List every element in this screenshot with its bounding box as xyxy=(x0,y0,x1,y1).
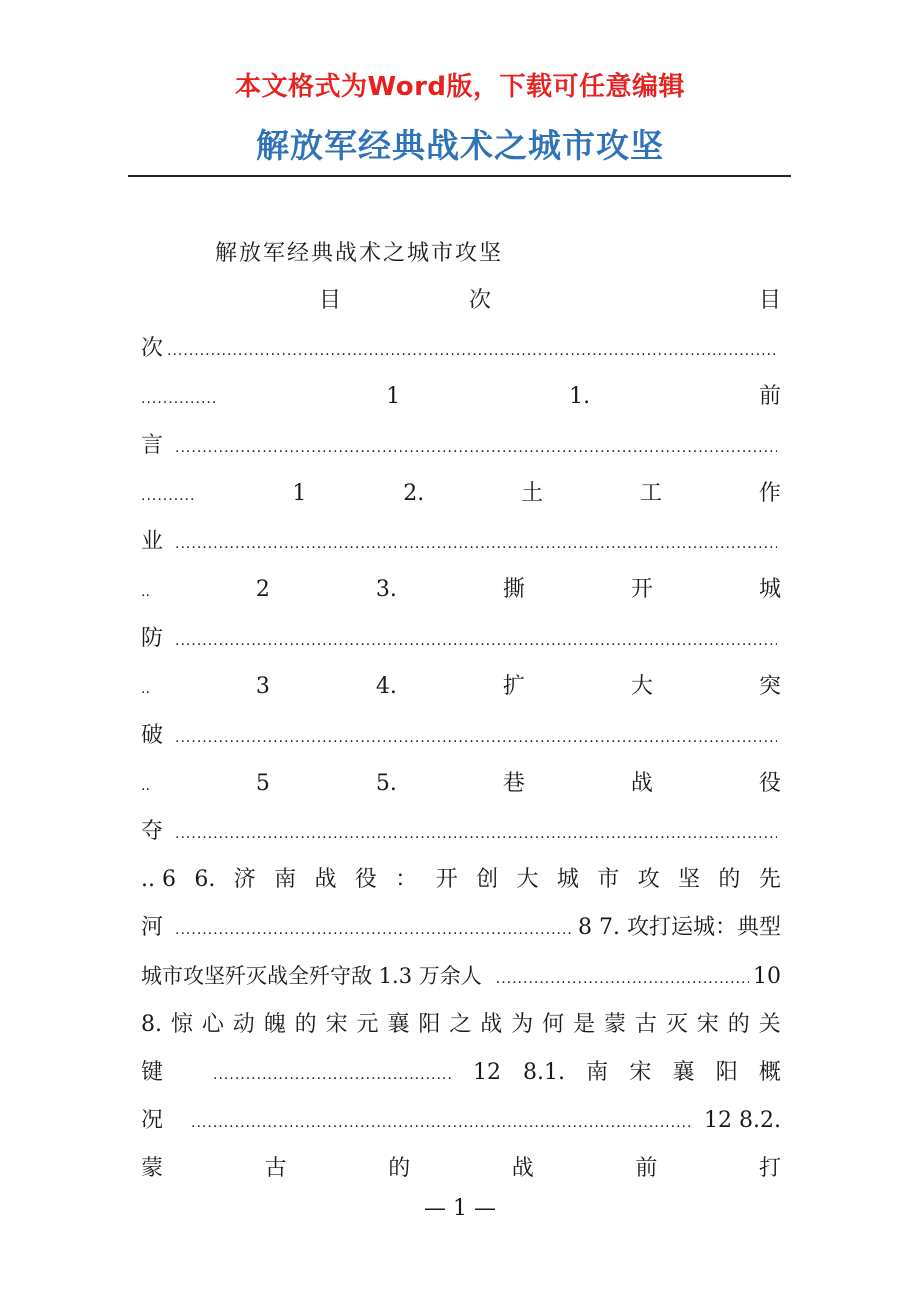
page-number: — 1 — xyxy=(424,1196,496,1221)
toc-line xyxy=(141,428,781,464)
toc-text: 为 xyxy=(511,1012,534,1037)
dot-leader xyxy=(167,333,777,369)
dot-leader xyxy=(496,961,749,997)
toc-line xyxy=(141,910,781,946)
body-title: 解放军经典战术之城市攻坚 xyxy=(215,241,504,266)
toc-text: 战 xyxy=(480,1012,503,1037)
dot-leader xyxy=(175,816,777,852)
toc-text: 心 xyxy=(201,1012,224,1037)
toc-text: 元 xyxy=(356,1012,379,1037)
toc-text: 城 xyxy=(556,867,579,892)
toc-text: 5. xyxy=(375,771,397,796)
toc-text: 襄 xyxy=(672,1060,695,1085)
toc-text: 次 xyxy=(141,336,164,361)
toc-text: 攻 xyxy=(637,867,660,892)
toc-text: 城 xyxy=(758,577,781,602)
toc-text: 土 xyxy=(521,481,544,506)
toc-text: 12 xyxy=(473,1060,502,1085)
toc-heading-char: 目 xyxy=(319,288,342,313)
toc-text: 役 xyxy=(354,867,377,892)
toc-line xyxy=(141,1103,781,1139)
toc-text: 业 xyxy=(141,529,164,554)
toc-heading-char: 次 xyxy=(469,288,492,313)
toc-text: 何 xyxy=(542,1012,565,1037)
dot-leader xyxy=(175,526,777,562)
toc-text: 阳 xyxy=(715,1060,738,1085)
toc-heading-line xyxy=(141,283,781,319)
toc-text: 前 xyxy=(635,1156,658,1181)
toc-text: 2 xyxy=(255,577,270,602)
toc-text: 是 xyxy=(573,1012,596,1037)
toc-text: 2. xyxy=(403,481,425,506)
toc-text: 南 xyxy=(274,867,297,892)
toc-text: 宋 xyxy=(696,1012,719,1037)
toc-text: 5 xyxy=(255,771,270,796)
toc-text: 概 xyxy=(758,1060,781,1085)
toc-text: 之 xyxy=(449,1012,472,1037)
toc-line xyxy=(141,572,781,608)
toc-line xyxy=(141,524,781,560)
toc-line xyxy=(141,718,781,754)
toc-text: 济 xyxy=(233,867,256,892)
toc-text: 6. xyxy=(194,867,216,892)
toc-text: 役 xyxy=(758,771,781,796)
toc-text: 1. xyxy=(569,384,591,409)
toc-text: 3. xyxy=(375,577,397,602)
toc-text: 南 xyxy=(586,1060,609,1085)
toc-text: 蒙 xyxy=(141,1156,164,1181)
toc-line xyxy=(141,331,781,367)
toc-text: 防 xyxy=(141,626,164,651)
toc-text: 的 xyxy=(718,867,741,892)
toc-text: 开 xyxy=(435,867,458,892)
dot-leader xyxy=(191,1105,690,1141)
toc-text: 况 xyxy=(141,1108,164,1133)
toc-text: 1 xyxy=(386,384,401,409)
toc-text: 巷 xyxy=(502,771,525,796)
toc-line xyxy=(141,476,781,512)
toc-text: 创 xyxy=(476,867,499,892)
toc-text: 工 xyxy=(640,481,663,506)
toc-text: .. xyxy=(141,584,150,600)
toc-text: .. xyxy=(141,778,150,794)
toc-text: 宋 xyxy=(325,1012,348,1037)
toc-text: 12 8.2. xyxy=(704,1108,781,1133)
toc-line xyxy=(141,862,781,898)
toc-text: 惊 xyxy=(170,1012,193,1037)
toc-line xyxy=(141,379,781,415)
toc-text: .. xyxy=(141,681,150,697)
dot-leader xyxy=(175,912,574,948)
toc-text: 8 7. 攻打运城：典型 xyxy=(578,915,781,940)
toc-line xyxy=(141,1055,781,1091)
toc-text: 战 xyxy=(314,867,337,892)
toc-heading-char: 目 xyxy=(758,288,781,313)
toc-text: 的 xyxy=(294,1012,317,1037)
toc-text: 打 xyxy=(758,1156,781,1181)
toc-text: 1 xyxy=(292,481,307,506)
toc-text: 襄 xyxy=(387,1012,410,1037)
toc-line xyxy=(141,814,781,850)
toc-text: 市 xyxy=(597,867,620,892)
toc-text: 破 xyxy=(141,723,164,748)
toc-text: 3 xyxy=(255,674,270,699)
toc-text: 阳 xyxy=(418,1012,441,1037)
toc-text: 古 xyxy=(264,1156,287,1181)
toc-text: 前 xyxy=(758,384,781,409)
toc-text: 突 xyxy=(758,674,781,699)
toc-text: 城市攻坚歼灭战全歼守敌 1.3 万余人 xyxy=(141,964,482,988)
toc-text: 战 xyxy=(511,1156,534,1181)
toc-line-tail xyxy=(523,1055,781,1091)
toc-text: 古 xyxy=(634,1012,657,1037)
toc-text: 4. xyxy=(375,674,397,699)
toc-text: 作 xyxy=(758,481,781,506)
toc-text: ： xyxy=(395,867,418,892)
toc-text: 坚 xyxy=(678,867,701,892)
toc-text: 先 xyxy=(758,867,781,892)
toc-text: 10 xyxy=(753,964,781,989)
toc-text: 的 xyxy=(727,1012,750,1037)
toc-text: 扩 xyxy=(502,674,525,699)
toc-text: 夺 xyxy=(141,819,164,844)
toc-text: 言 xyxy=(141,433,164,458)
toc-text: 8. xyxy=(141,1012,162,1037)
toc-text: 的 xyxy=(388,1156,411,1181)
toc-line xyxy=(141,1007,781,1043)
toc-line xyxy=(141,1151,781,1187)
toc-text: 大 xyxy=(630,674,653,699)
toc-text: 关 xyxy=(758,1012,781,1037)
toc-text: .............. xyxy=(141,391,218,407)
toc-line xyxy=(141,669,781,705)
dot-leader xyxy=(175,720,777,756)
toc-text: 灭 xyxy=(665,1012,688,1037)
toc-line xyxy=(141,621,781,657)
toc-text: 大 xyxy=(516,867,539,892)
dot-leader xyxy=(175,623,777,659)
toc-text: 河 xyxy=(141,915,164,940)
header-divider xyxy=(128,175,791,177)
dot-leader xyxy=(175,430,777,466)
toc-text: 开 xyxy=(630,577,653,602)
toc-text: 撕 xyxy=(502,577,525,602)
dot-leader xyxy=(213,1057,451,1093)
toc-text: 魄 xyxy=(263,1012,286,1037)
toc-text: 键 xyxy=(141,1060,164,1085)
toc-text: 战 xyxy=(630,771,653,796)
toc-text: .. 6 xyxy=(141,867,176,892)
toc-text: 8.1. xyxy=(523,1060,565,1085)
toc-text: 动 xyxy=(232,1012,255,1037)
format-notice: 本文格式为Word版，下载可任意编辑 xyxy=(234,72,686,102)
toc-text: .......... xyxy=(141,488,196,504)
toc-line xyxy=(141,958,781,994)
toc-line xyxy=(141,766,781,802)
toc-text: 宋 xyxy=(629,1060,652,1085)
toc-text: 蒙 xyxy=(604,1012,627,1037)
document-title: 解放军经典战术之城市攻坚 xyxy=(256,126,664,165)
